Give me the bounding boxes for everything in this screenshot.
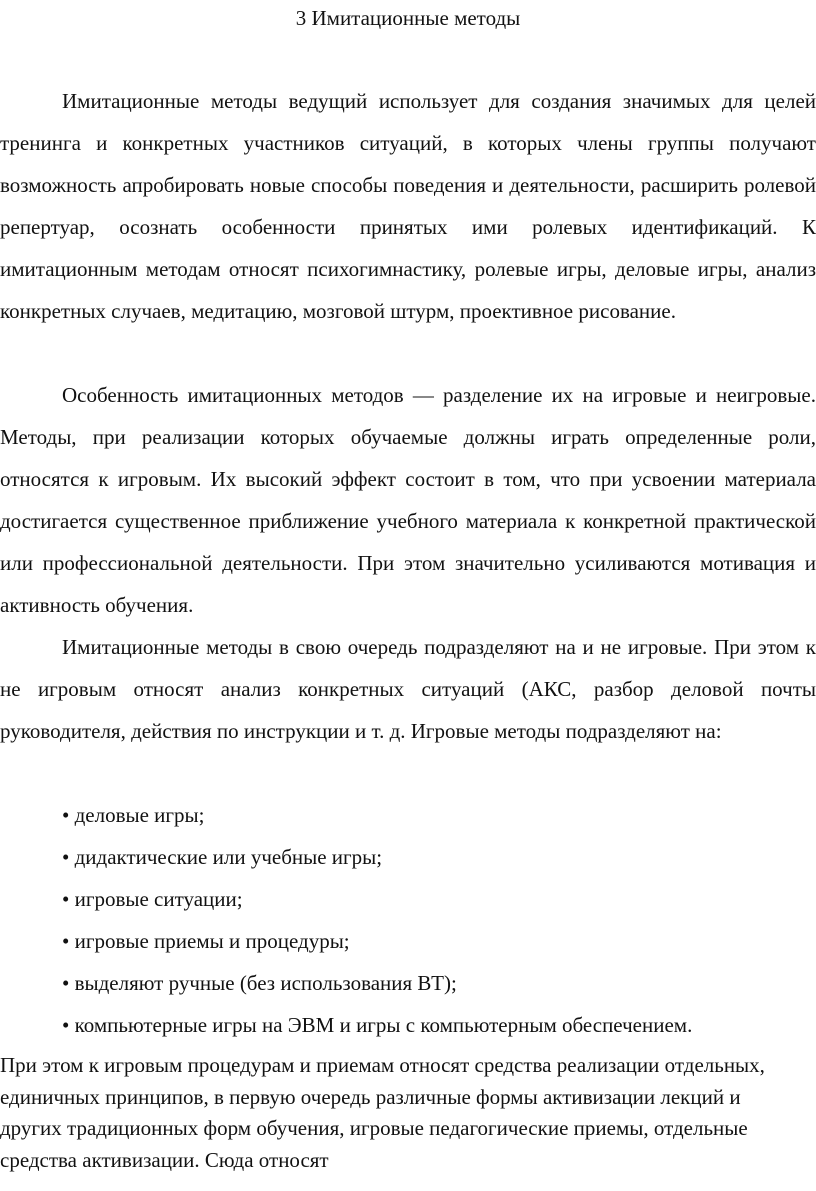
section-heading: 3 Имитационные методы bbox=[295, 6, 521, 30]
list-item: • игровые ситуации; bbox=[62, 887, 243, 911]
paragraph-intro: Имитационные методы ведущий использует для создания значимых для целей тренинга и конкретных участников ситуаций, в которых члены группы получают возможность апробировать новые способы поведения и деятельности, расширить ролевой репертуар, осознать особенности принятых ими ролевых идентификаций. К имитационным методам относят психогимнастику, ролевые игры, деловые игры, анализ конкретных случаев, медитацию, мозговой штурм, проективное рисование. bbox=[0, 89, 816, 323]
paragraph-closing: При этом к игровым процедурам и приемам относят средства реализации отдельных, единичных принципов, в первую очередь различные формы активизации лекций и других традиционных форм обучения, игровые педагогические приемы, отдельные средства активизации. Сюда относят bbox=[0, 1053, 765, 1172]
paragraph-features: Особенность имитационных методов — разделение их на игровые и неигровые. Методы, при реализации которых обучаемые должны играть определенные роли, относятся к игровым. Их высокий эффект состоит в том, что при усвоении материала достигается существенное приближение учебного материала к конкретной практической или профессиональной деятельности. При этом значительно усиливаются мотивация и активность обучения. bbox=[0, 383, 816, 617]
paragraph-subdivision: Имитационные методы в свою очередь подразделяют на и не игровые. При этом к не игровым относят анализ конкретных ситуаций (АКС, разбор деловой почты руководителя, действия по инструкции и т. д. Игровые методы подразделяют на: bbox=[0, 635, 816, 743]
list-item: • игровые приемы и процедуры; bbox=[62, 929, 350, 953]
list-item: • выделяют ручные (без использования ВТ); bbox=[62, 971, 457, 995]
list-item: • деловые игры; bbox=[62, 803, 205, 827]
list-item: • компьютерные игры на ЭВМ и игры с компьютерным обеспечением. bbox=[62, 1013, 693, 1037]
game-methods-list bbox=[62, 794, 692, 1046]
list-item: • дидактические или учебные игры; bbox=[62, 845, 383, 869]
